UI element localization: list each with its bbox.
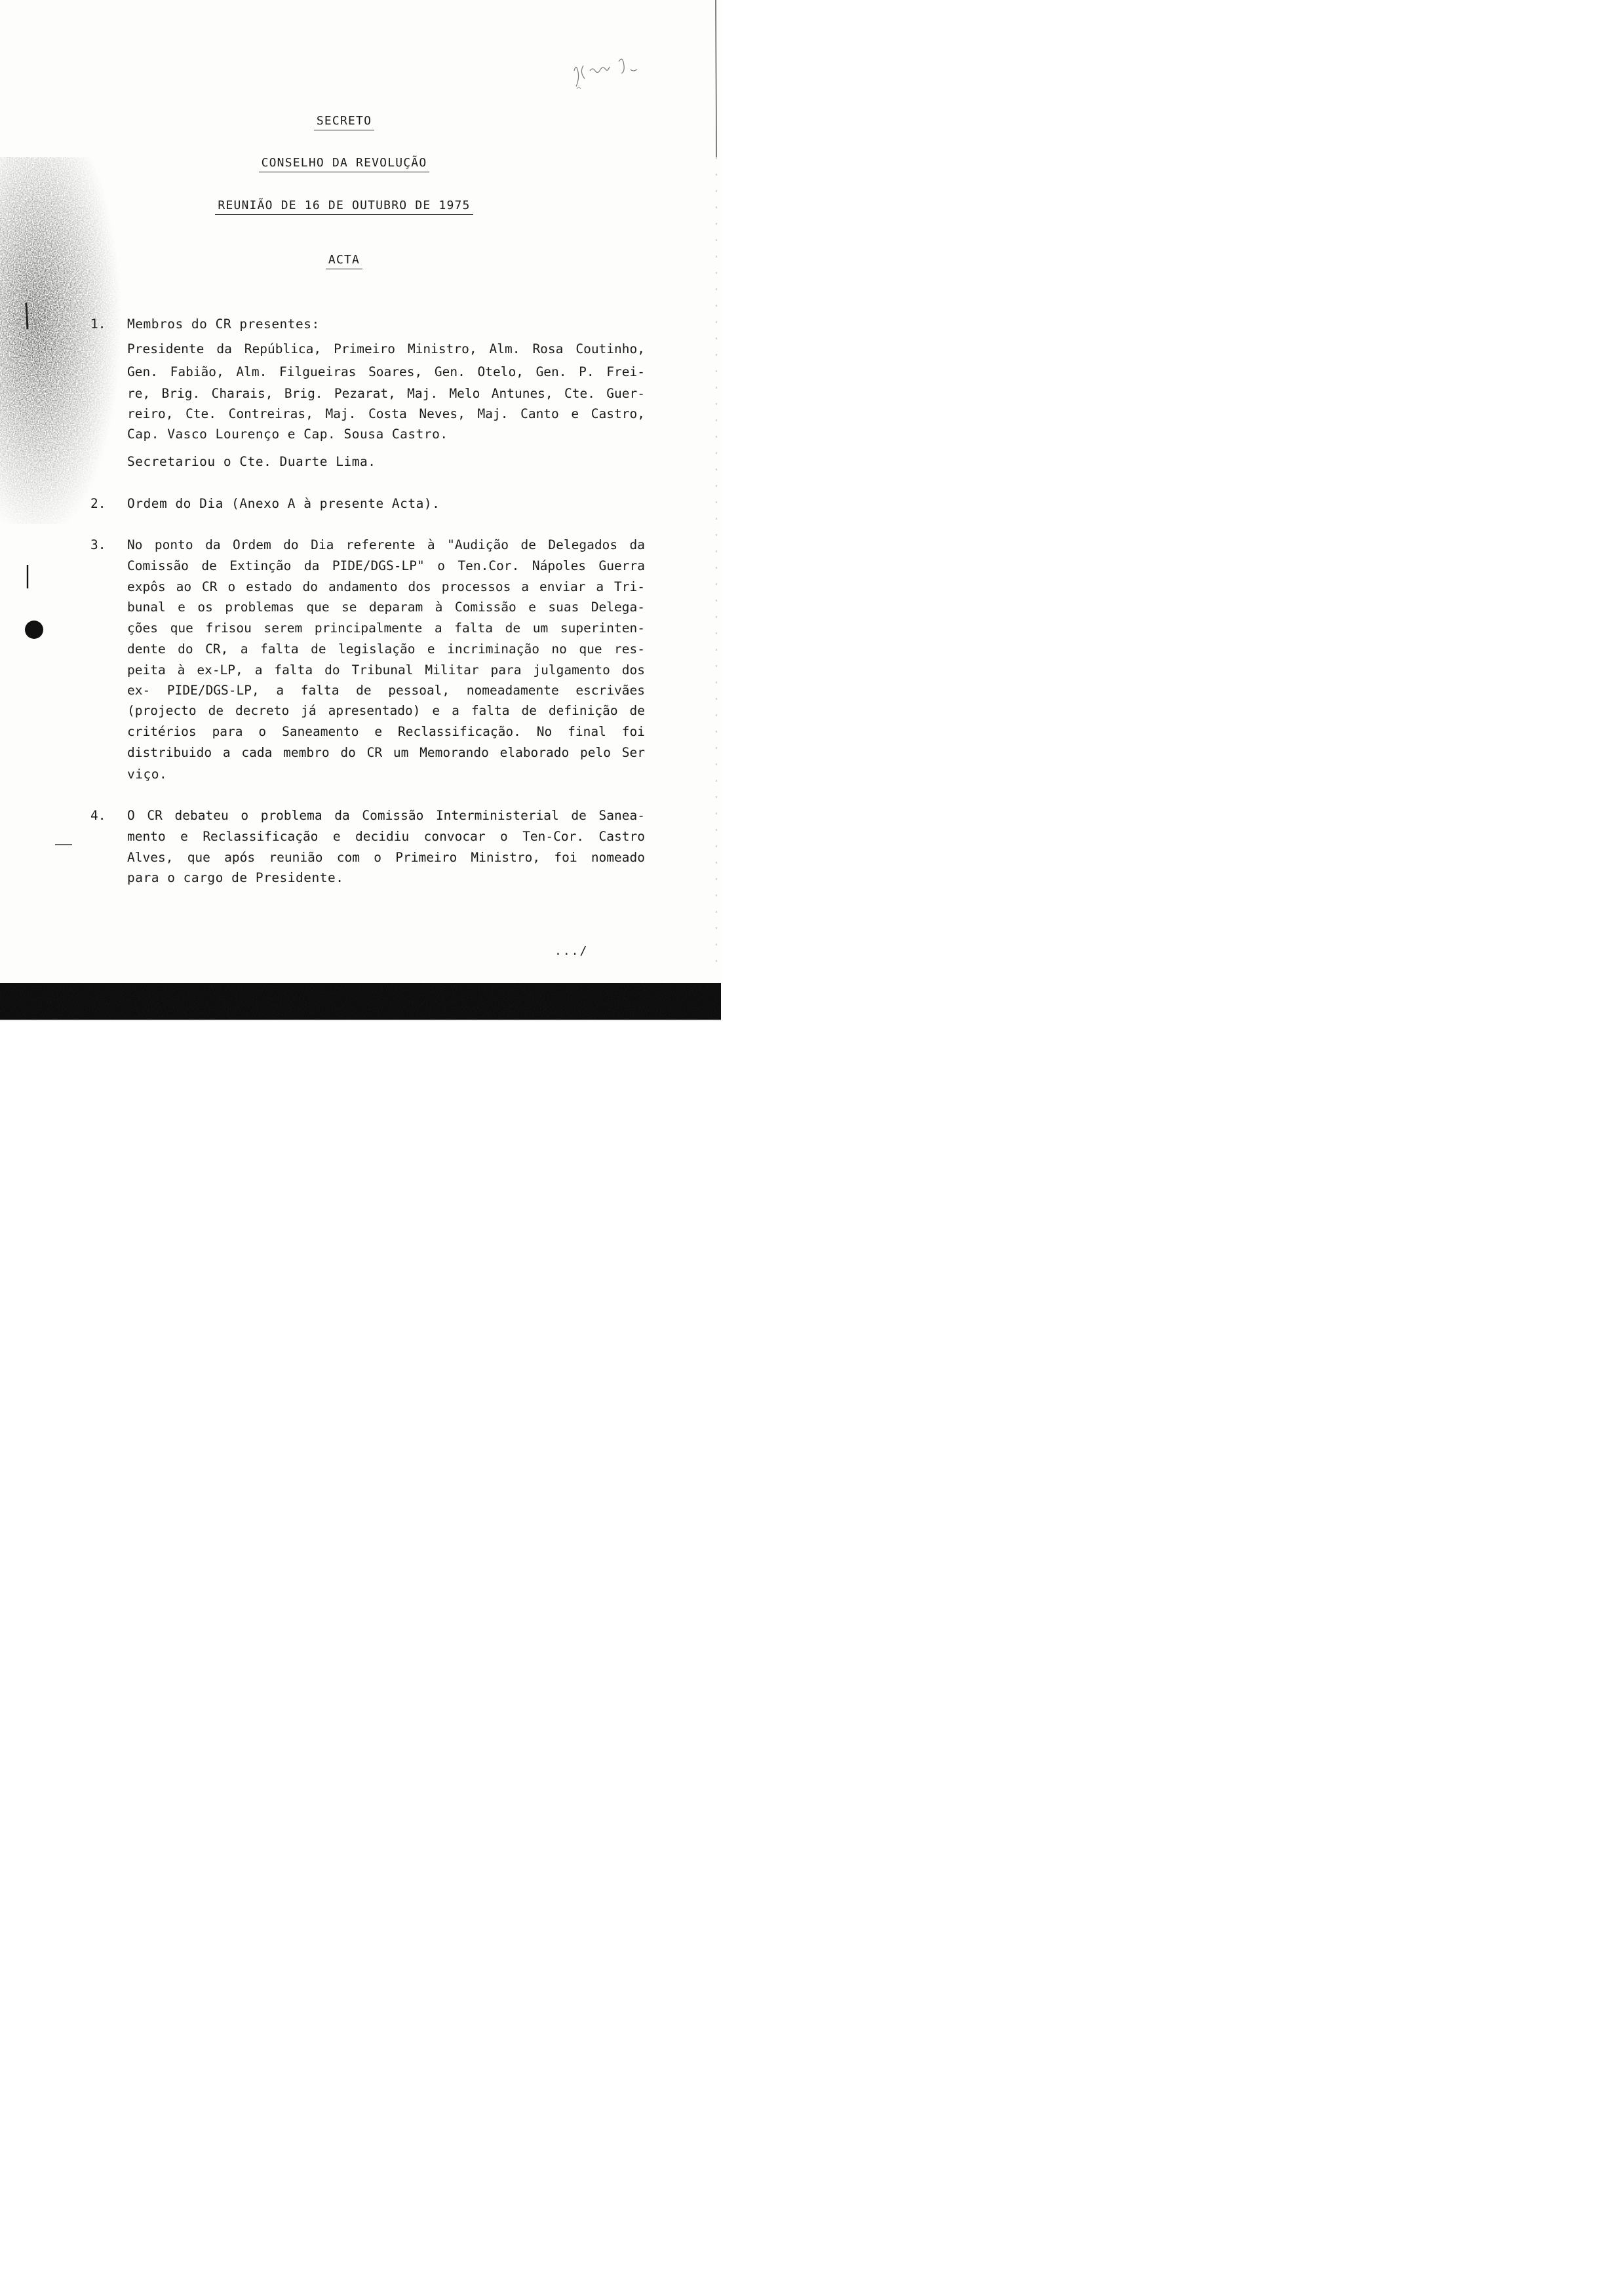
punch-hole-marks — [18, 561, 45, 646]
item-line: critérios para o Saneamento e Reclassificação. No final foi — [127, 724, 645, 739]
item-line: distribuido a cada membro do CR um Memorando elaborado pelo Ser — [127, 745, 645, 760]
item-line: (projecto de decreto já apresentado) e a falta de definição de — [127, 703, 645, 718]
item-line: expôs ao CR o estado do andamento dos processos a enviar a Tri- — [127, 579, 645, 594]
item-line: Secretariou o Cte. Duarte Lima. — [127, 454, 376, 469]
item-line: ções que frisou serem principalmente a falta de um superinten- — [127, 621, 645, 636]
item-line: Presidente da República, Primeiro Ministro, Alm. Rosa Coutinho, — [127, 341, 645, 356]
item-line: para o cargo de Presidente. — [127, 870, 344, 885]
meeting-title: REUNIÃO DE 16 DE OUTUBRO DE 1975 — [215, 199, 473, 215]
item-line: ex- PIDE/DGS-LP, a falta de pessoal, nomeadamente escrivães — [127, 683, 645, 698]
item-line: No ponto da Ordem do Dia referente à "Audição de Delegados da — [127, 537, 645, 552]
organization-title: CONSELHO DA REVOLUÇÃO — [259, 156, 430, 172]
item-line: viço. — [127, 767, 168, 782]
item-line: Ordem do Dia (Anexo A à presente Acta). — [127, 496, 440, 511]
item-line: reiro, Cte. Contreiras, Maj. Costa Neves, Maj. Canto e Castro, — [127, 406, 645, 421]
classification-label: SECRETO — [314, 114, 374, 130]
item-line: Alves, que após reunião com o Primeiro Ministro, foi nomeado — [127, 850, 645, 865]
item-line: Cap. Vasco Lourenço e Cap. Sousa Castro. — [127, 427, 448, 442]
item-line: dente do CR, a falta de legislação e incriminação no que res- — [127, 641, 645, 657]
continuation-mark: .../ — [555, 944, 589, 958]
item-line: O CR debateu o problema da Comissão Interministerial de Sanea- — [127, 808, 645, 823]
item-number: 4. — [90, 808, 106, 823]
document-page — [0, 0, 721, 1022]
scan-bottom-band — [0, 980, 721, 1022]
item-line: mento e Reclassificação e decidiu convocar o Ten-Cor. Castro — [127, 829, 645, 844]
item-number: 1. — [90, 316, 106, 332]
scan-smudge — [0, 157, 144, 524]
document-type: ACTA — [326, 253, 362, 269]
item-line: Gen. Fabião, Alm. Filgueiras Soares, Gen. Otelo, Gen. P. Frei- — [127, 364, 645, 379]
item-line: Membros do CR presentes: — [127, 316, 320, 332]
item-number: 2. — [90, 496, 106, 511]
handwritten-signature — [568, 51, 646, 97]
item-line: re, Brig. Charais, Brig. Pezarat, Maj. Melo Antunes, Cte. Guer- — [127, 386, 645, 401]
margin-dash — [55, 841, 75, 848]
item-number: 3. — [90, 537, 106, 552]
item-line: peita à ex-LP, a falta do Tribunal Militar para julgamento dos — [127, 662, 645, 678]
scan-edge — [695, 0, 721, 1022]
item-line: Comissão de Extinção da PIDE/DGS-LP" o Ten.Cor. Nápoles Guerra — [127, 558, 645, 573]
item-line: bunal e os problemas que se deparam à Comissão e suas Delega- — [127, 600, 645, 615]
